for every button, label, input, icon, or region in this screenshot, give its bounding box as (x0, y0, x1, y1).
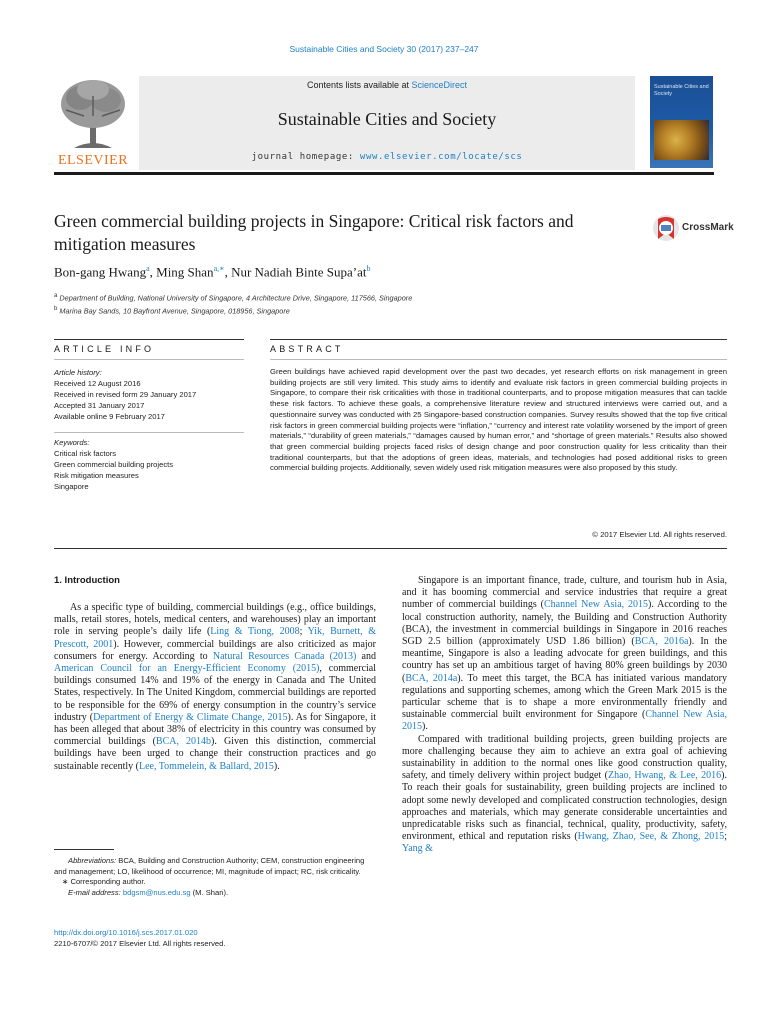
author-list: Bon-gang Hwang$^a$, Ming Shan$^{a,∗}$, Nur Nadiah Binte $Supa’at^b$ (54, 264, 371, 280)
introduction-heading: 1. Introduction (54, 575, 120, 586)
body-text: As a specific type of building, commercial buildings (e.g., office buildings, malls, retail stores, hotels, medical centers, and warehouses) play an important role in serving people’s daily life ( (54, 602, 376, 638)
author-name: Ming Shan (156, 264, 214, 280)
body-text: ). (422, 721, 428, 733)
citation-link[interactable]: BCA, 2016a (634, 636, 689, 648)
citation-link[interactable]: BCA, 2014a (405, 672, 458, 684)
affiliation-mark: b (54, 305, 58, 313)
citation-link[interactable]: Channel New Asia, 2015 (402, 709, 727, 733)
body-text: Singapore is an important finance, trade, culture, and tourism hub in Asia, and it has booming commercial and service industries that require a great number of commercial buildings ( (402, 575, 727, 611)
abbreviations-text: BCA, Building and Construction Authority; CEM, construction engineering and management; LO, likelihood of occurrence; MI, magnitude of impact; RC, risk criticality. (54, 856, 365, 876)
body-text: ). In the meantime, Singapore is also a leading advocate for green buildings, and this country has set up an ambitious target of having 80% green buildings by 2030 ( (402, 636, 727, 684)
journal-citation[interactable]: Sustainable Cities and Society 30 (2017) 237–247 (289, 44, 479, 54)
journal-title: Sustainable Cities and Society (277, 109, 497, 129)
crossmark-badge[interactable] (652, 213, 732, 243)
keyword-item: Singapore (54, 482, 89, 491)
article-history (54, 367, 244, 422)
citation-link[interactable]: BCA, 2014b (155, 736, 212, 748)
footnotes (54, 856, 376, 898)
author-name: Bon-gang Hwang (54, 264, 147, 280)
issn-copyright: 2210-6707/© 2017 Elsevier Ltd. All rights reserved. (54, 939, 226, 948)
abstract-copyright: © 2017 Elsevier Ltd. All rights reserved. (592, 530, 727, 539)
history-line: Received in revised form 29 January 2017 (54, 390, 197, 399)
email-note (54, 888, 376, 899)
journal-homepage-line (139, 152, 635, 162)
cover-image (654, 120, 709, 160)
citation-link[interactable]: Lee, Tommelein, & Ballard, 2015 (138, 760, 274, 772)
email-link[interactable]: bdgsm@nus.edu.sg (122, 887, 191, 897)
journal-banner (54, 76, 714, 172)
elsevier-wordmark: ELSEVIER (57, 153, 129, 168)
citation-link[interactable]: Yik, Burnett, & Prescott, 2001 (54, 626, 376, 650)
banner-divider (54, 172, 714, 175)
crossmark-label: CrossMark (682, 222, 734, 233)
abstract-bottom-rule (54, 548, 727, 549)
email-heading: E-mail address: (68, 887, 121, 897)
homepage-prefix: journal homepage: (251, 152, 360, 162)
article-info-divider (54, 432, 244, 433)
affiliation-mark: a (54, 292, 58, 299)
article-info-under-rule (54, 359, 244, 360)
body-text: ). To reach their goals for sustainability, green building projects are inclined to adopt some newly developed and complicated construction technologies, design approaches and materials, which may generate considerable uncertainties and unpredicatable risks such as financial, technical, quality, productivity, safety, environment, ethical and reputation risks ( (402, 770, 727, 843)
email-tail: (M. Shan). (190, 887, 229, 897)
history-line: Received 12 August 2016 (54, 379, 141, 388)
contents-line (139, 80, 635, 90)
doi-block (54, 927, 376, 949)
body-right-column (402, 575, 727, 856)
author-affiliation-mark[interactable]: a (146, 264, 150, 273)
citation-link[interactable]: Ling & Tiong, 2008 (210, 626, 300, 638)
footnote-rule (54, 849, 114, 850)
journal-homepage-link[interactable]: www.elsevier.com/locate/scs (359, 152, 523, 162)
body-left-column (54, 602, 376, 773)
body-text: and (356, 650, 376, 662)
abstract-heading: ABSTRACT (270, 344, 344, 354)
affiliation-text: Marina Bay Sands, 10 Bayfront Avenue, Singapore, 018956, Singapore (59, 306, 290, 316)
body-text: ; (299, 626, 308, 638)
author-affiliation-mark[interactable]: a,∗ (213, 264, 225, 273)
citation-link[interactable]: Yang & (402, 843, 433, 855)
body-paragraph (402, 575, 727, 734)
keywords-block (54, 437, 244, 492)
body-text: ; (724, 831, 727, 843)
body-text: ). (273, 760, 280, 772)
article-history-heading: Article history: (54, 368, 102, 377)
doi-link[interactable]: http://dx.doi.org/10.1016/j.scs.2017.01.020 (54, 928, 198, 937)
citation-link[interactable]: Department of Energy & Climate Change, 2015 (93, 711, 288, 723)
citation-link[interactable]: Hwang, Zhao, See, & Zhong, 2015 (577, 831, 725, 843)
body-text: ). As for Singapore, it has been alleged that about 38% of electricity in this country was consumed by commercial buildings ( (54, 711, 377, 748)
body-paragraph (54, 602, 376, 773)
citation-link[interactable]: Zhao, Hwang, & Lee, 2016 (607, 770, 722, 782)
article-info-heading: ARTICLE INFO (54, 344, 155, 354)
cover-title: Sustainable Cities and Society (654, 84, 709, 97)
sciencedirect-link[interactable]: ScienceDirect (411, 80, 468, 90)
author-name: Nur Nadiah Binte Supa’at (231, 264, 367, 280)
body-text: , commercial buildings consumed 14% and 19% of the energy in Canada and The United States, respectively. In The United Kingdom, commercial buildings are reported to be responsible for the 69% of energy consumption in the country’s service industry ( (54, 663, 377, 723)
history-line: Accepted 31 January 2017 (54, 401, 145, 410)
citation-link[interactable]: Channel New Asia, 2015 (543, 599, 648, 611)
affiliation-text: Department of Building, National University of Singapore, 4 Architecture Drive, Singapore, 117566, Singapore (59, 293, 413, 303)
citation-link[interactable]: Natural Resources Canada (2013) (212, 650, 357, 662)
body-text: Compared with traditional building projects, green building projects are more challenging because they aim to achieve an extra goal of achieving sustainability in addition to the normal ones like good construction quality, safety, and timely delivery within project budget ( (402, 733, 727, 782)
abbreviations-note (54, 856, 376, 877)
keyword-item: Critical risk factors (54, 449, 117, 458)
keywords-heading: Keywords: (54, 438, 90, 447)
abbreviations-heading: Abbreviations: (68, 856, 117, 865)
crossmark-icon (652, 213, 680, 243)
abstract-top-rule (270, 339, 727, 340)
article-title: Green commercial building projects in Singapore: Critical risk factors and mitigation measures (54, 211, 574, 254)
citation-link[interactable]: American Council for an Energy-Efficient Economy (2015) (54, 663, 320, 675)
author-affiliation-mark[interactable]: b (366, 264, 371, 273)
history-line: Available online 9 February 2017 (54, 412, 165, 421)
corresponding-author-note: ∗ Corresponding author. (62, 877, 146, 886)
abstract-text: Green buildings have achieved rapid development over the past two decades, yet research efforts on risk management in green building projects are still very limited. This study aims to identify and evaluate risk factors in green commercial building projects in Singapore, to compare their risk criticalities with those in traditional counterparts, and to propose mitigation measures that can tackle these risk factors. To achieve these goals, a comprehensive literature review and structured interviews were carried out, and a questionnaire survey was conducted with 25 Singapore-based construction companies. Survey results showed that the top five critical risk factors in green commercial building projects were “inflation,” “currency and interest rate volatility worsened by the import of green materials,” “durability of green materials,” “damages caused by human error,” and “shortage of green materials.” Results also showed that green commercial building projects faced risks of design change and poor construction quality for less criticality than their traditional counterparts, but that the adoptions of green ideas, materials, and technologies had posed additional risks to green commercial building projects. Additionally, seven widely used risk mitigation measures were also proposed by this study. (270, 367, 727, 473)
body-text: ). However, commercial buildings are also criticized as major consumers for energy. According to (54, 638, 377, 662)
journal-cover-thumbnail[interactable] (650, 76, 713, 168)
body-text: ). According to the local construction authority, namely, the Building and Construction Authority (BCA), the investment in commercial buildings in Singapore in 2016 reaches SGD 2.5 billion (approximately USD 1.86 billion) ( (402, 599, 727, 648)
article-info-top-rule (54, 339, 244, 340)
body-paragraph (402, 734, 727, 856)
contents-prefix: Contents lists available at (306, 80, 412, 90)
affiliation-line (54, 303, 714, 316)
journal-header-box (139, 76, 635, 170)
keyword-item: Green commercial building projects (54, 460, 174, 469)
affiliations (54, 290, 714, 317)
abstract-under-rule (270, 359, 727, 360)
keyword-item: Risk mitigation measures (54, 471, 139, 480)
body-text: ). Given this distinction, commercial buildings have been urged to change their construction practices and go sustainable recently ( (54, 736, 376, 772)
affiliation-line (54, 290, 714, 303)
body-text: ). To meet this target, the BCA has initiated various mandatory regulations and supporting schemes, among which the Green Mark 2015 is the particular scheme that is to shape a more environmentally friendly and sustainable commercial built environment for Singapore ( (402, 672, 727, 721)
